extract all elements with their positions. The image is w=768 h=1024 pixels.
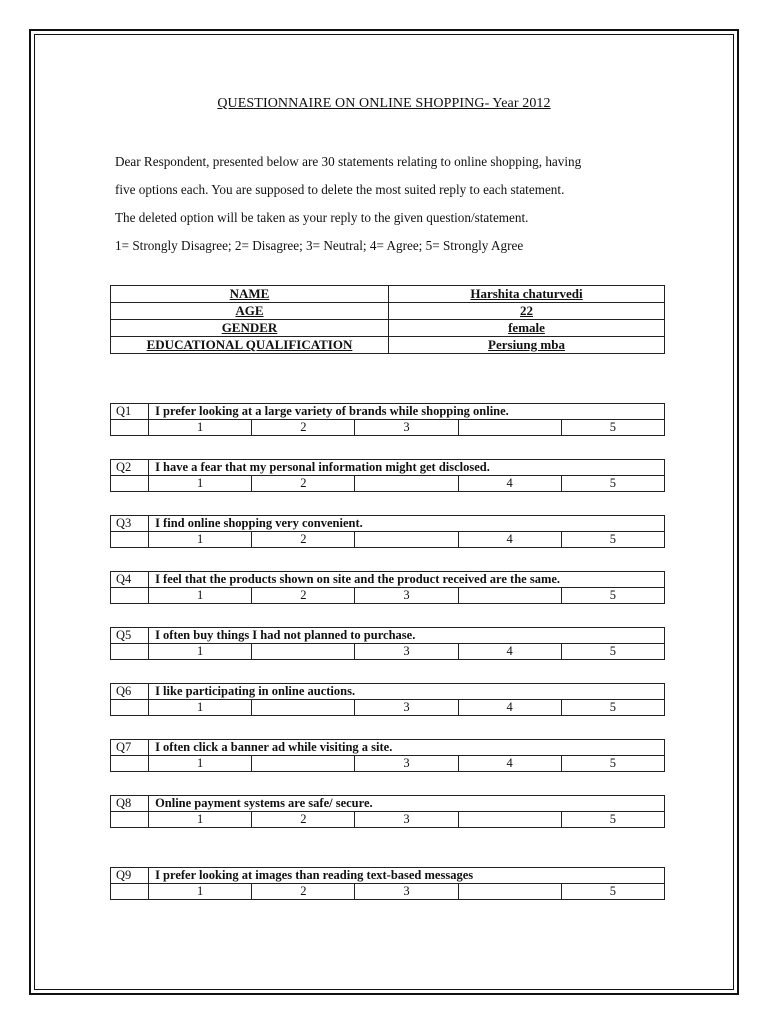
options-row	[111, 884, 665, 900]
option-cell[interactable]: 4	[458, 700, 561, 716]
option-cell[interactable]: 3	[355, 812, 458, 828]
option-cell[interactable]: 4	[458, 644, 561, 660]
option-cell[interactable]: 2	[252, 812, 355, 828]
question-statement: I often click a banner ad while visiting a site.	[149, 740, 665, 756]
option-cell[interactable]: 1	[149, 756, 252, 772]
question-row	[111, 684, 665, 700]
question-row	[111, 404, 665, 420]
option-cell[interactable]: 1	[149, 884, 252, 900]
options-spacer	[111, 812, 149, 828]
info-label: GENDER	[111, 320, 389, 337]
option-cell[interactable]: 1	[149, 588, 252, 604]
options-row	[111, 420, 665, 436]
option-cell[interactable]: 2	[252, 588, 355, 604]
question-number: Q2	[111, 460, 149, 476]
question-statement: I prefer looking at a large variety of brands while shopping online.	[149, 404, 665, 420]
info-value: Harshita chaturvedi	[389, 286, 665, 303]
question-table-q7	[110, 739, 665, 772]
question-row	[111, 628, 665, 644]
question-table-q2	[110, 459, 665, 492]
option-cell[interactable]: 5	[561, 588, 664, 604]
options-spacer	[111, 700, 149, 716]
options-row	[111, 532, 665, 548]
options-spacer	[111, 884, 149, 900]
question-row	[111, 460, 665, 476]
option-cell[interactable]	[355, 532, 458, 548]
option-cell[interactable]: 1	[149, 700, 252, 716]
options-spacer	[111, 532, 149, 548]
option-cell[interactable]: 1	[149, 644, 252, 660]
question-table-q4	[110, 571, 665, 604]
info-label: AGE	[111, 303, 389, 320]
option-cell[interactable]	[458, 884, 561, 900]
question-statement: I like participating in online auctions.	[149, 684, 665, 700]
option-cell[interactable]	[252, 700, 355, 716]
option-cell[interactable]: 3	[355, 420, 458, 436]
option-cell[interactable]: 4	[458, 476, 561, 492]
intro-line: 1= Strongly Disagree; 2= Disagree; 3= Neutral; 4= Agree; 5= Strongly Agree	[115, 238, 524, 253]
question-number: Q1	[111, 404, 149, 420]
question-table-q5	[110, 627, 665, 660]
options-spacer	[111, 420, 149, 436]
info-row	[111, 337, 665, 354]
question-statement: Online payment systems are safe/ secure.	[149, 796, 665, 812]
options-row	[111, 588, 665, 604]
info-row	[111, 320, 665, 337]
option-cell[interactable]: 5	[561, 476, 664, 492]
options-spacer	[111, 644, 149, 660]
option-cell[interactable]	[252, 756, 355, 772]
option-cell[interactable]	[355, 476, 458, 492]
option-cell[interactable]: 1	[149, 420, 252, 436]
option-cell[interactable]: 2	[252, 476, 355, 492]
intro-line: The deleted option will be taken as your reply to the given question/statement.	[115, 210, 529, 225]
question-row	[111, 796, 665, 812]
option-cell[interactable]: 5	[561, 812, 664, 828]
intro-text	[115, 148, 675, 260]
option-cell[interactable]	[458, 420, 561, 436]
options-row	[111, 700, 665, 716]
option-cell[interactable]: 5	[561, 756, 664, 772]
option-cell[interactable]: 4	[458, 756, 561, 772]
option-cell[interactable]: 1	[149, 532, 252, 548]
page-title: QUESTIONNAIRE ON ONLINE SHOPPING- Year 2012	[217, 96, 551, 111]
question-number: Q8	[111, 796, 149, 812]
question-number: Q3	[111, 516, 149, 532]
question-table-q9	[110, 867, 665, 900]
info-label: EDUCATIONAL QUALIFICATION	[111, 337, 389, 354]
option-cell[interactable]: 1	[149, 476, 252, 492]
info-value: female	[389, 320, 665, 337]
option-cell[interactable]: 1	[149, 812, 252, 828]
question-number: Q9	[111, 868, 149, 884]
question-statement: I feel that the products shown on site and the product received are the same.	[149, 572, 665, 588]
option-cell[interactable]: 5	[561, 532, 664, 548]
question-number: Q4	[111, 572, 149, 588]
option-cell[interactable]: 3	[355, 756, 458, 772]
question-table-q3	[110, 515, 665, 548]
question-number: Q5	[111, 628, 149, 644]
options-row	[111, 812, 665, 828]
intro-line: five options each. You are supposed to delete the most suited reply to each statement.	[115, 182, 565, 197]
question-table-q1	[110, 403, 665, 436]
option-cell[interactable]: 3	[355, 644, 458, 660]
question-statement: I have a fear that my personal information might get disclosed.	[149, 460, 665, 476]
option-cell[interactable]: 5	[561, 420, 664, 436]
question-table-q6	[110, 683, 665, 716]
option-cell[interactable]: 4	[458, 532, 561, 548]
question-row	[111, 516, 665, 532]
question-number: Q7	[111, 740, 149, 756]
options-row	[111, 756, 665, 772]
info-value: Persiung mba	[389, 337, 665, 354]
option-cell[interactable]: 3	[355, 588, 458, 604]
option-cell[interactable]: 3	[355, 700, 458, 716]
question-statement: I prefer looking at images than reading text-based messages	[149, 868, 665, 884]
option-cell[interactable]: 5	[561, 700, 664, 716]
option-cell[interactable]: 5	[561, 884, 664, 900]
options-row	[111, 476, 665, 492]
question-number: Q6	[111, 684, 149, 700]
respondent-info-table	[110, 285, 665, 354]
question-row	[111, 868, 665, 884]
option-cell[interactable]: 2	[252, 532, 355, 548]
info-row	[111, 303, 665, 320]
option-cell[interactable]: 3	[355, 884, 458, 900]
question-statement: I often buy things I had not planned to purchase.	[149, 628, 665, 644]
question-row	[111, 572, 665, 588]
options-spacer	[111, 588, 149, 604]
option-cell[interactable]	[458, 812, 561, 828]
option-cell[interactable]	[252, 644, 355, 660]
info-row	[111, 286, 665, 303]
info-label: NAME	[111, 286, 389, 303]
intro-line: Dear Respondent, presented below are 30 statements relating to online shopping, having	[115, 154, 582, 169]
option-cell[interactable]: 2	[252, 884, 355, 900]
option-cell[interactable]: 5	[561, 644, 664, 660]
question-row	[111, 740, 665, 756]
option-cell[interactable]	[458, 588, 561, 604]
question-statement: I find online shopping very convenient.	[149, 516, 665, 532]
options-spacer	[111, 756, 149, 772]
options-spacer	[111, 476, 149, 492]
option-cell[interactable]: 2	[252, 420, 355, 436]
question-table-q8	[110, 795, 665, 828]
info-value: 22	[389, 303, 665, 320]
options-row	[111, 644, 665, 660]
